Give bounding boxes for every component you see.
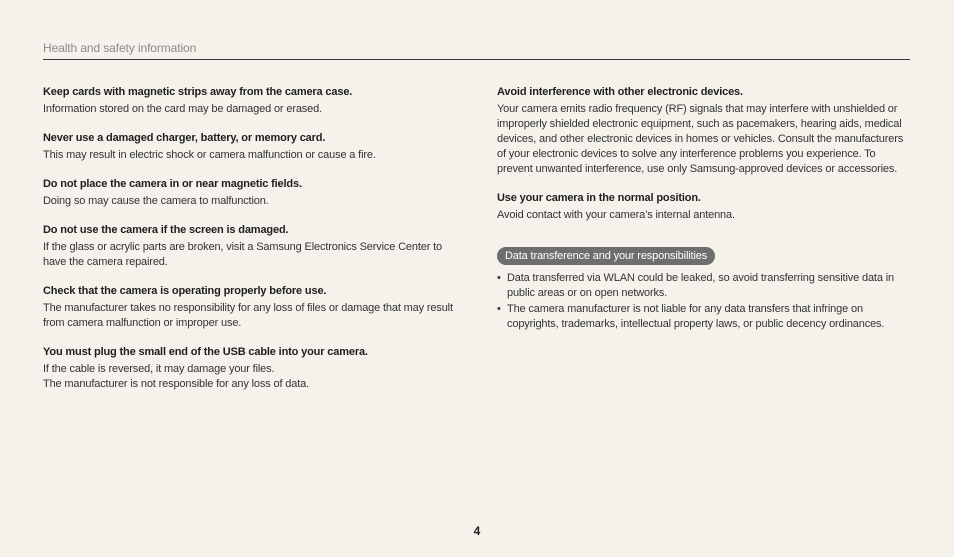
section-body [43,194,455,209]
right-column [497,85,909,333]
bullet-icon: • [497,272,501,284]
section-title: Check that the camera is operating properly before use. [43,285,327,297]
section-body [43,102,455,117]
section-text: The manufacturer takes no responsibility for any loss of files or damage that may result from camera malfunction or improper use. [43,302,453,329]
section-damaged-screen [43,223,455,270]
page-number: 4 [473,524,481,538]
section-body [43,240,455,270]
section-interference [497,85,909,177]
running-header: Health and safety information [43,41,197,55]
section-text: Avoid contact with your camera’s internal antenna. [497,209,735,221]
data-transfer-list [497,271,909,332]
list-item [497,271,909,301]
section-title: Keep cards with magnetic strips away from the camera case. [43,86,353,98]
section-text: This may result in electric shock or camera malfunction or cause a fire. [43,149,376,161]
section-check-operation [43,284,455,331]
data-transfer-heading-badge: Data transference and your responsibilities [497,247,715,265]
bullet-icon: • [497,303,501,315]
list-item-text: Data transferred via WLAN could be leaked, so avoid transferring sensitive data in public areas or on open networks. [507,272,894,299]
section-body [497,208,909,223]
list-item-text: The camera manufacturer is not liable for any data transfers that infringe on copyrights, trademarks, intellectual property laws, or public decency ordinances. [507,303,885,330]
section-title: Avoid interference with other electronic devices. [497,86,743,98]
section-text: If the glass or acrylic parts are broken, visit a Samsung Electronics Service Center to have the camera repaired. [43,241,443,268]
section-title: Never use a damaged charger, battery, or memory card. [43,132,326,144]
section-body [43,301,455,331]
section-body [43,362,455,392]
section-title: Use your camera in the normal position. [497,192,701,204]
section-title: Do not use the camera if the screen is damaged. [43,224,289,236]
header-rule [43,59,910,60]
section-usb-cable [43,345,455,392]
section-magnetic-strips [43,85,455,117]
section-magnetic-fields [43,177,455,209]
left-column [43,85,455,406]
section-text: Your camera emits radio frequency (RF) signals that may interfere with unshielded or improperly shielded electronic equipment, such as pacemakers, hearing aids, medical devices, and other electronic devices in homes or vehicles. Consult the manufacturers of your electronic devices to solve any interference problems you experience. To prevent unwanted interference, use only Samsung-approved devices or accessories. [497,103,904,175]
section-title: You must plug the small end of the USB cable into your camera. [43,346,368,358]
section-text: Information stored on the card may be damaged or erased. [43,103,322,115]
section-text: Doing so may cause the camera to malfunction. [43,195,269,207]
section-body [497,102,909,177]
section-normal-position [497,191,909,223]
section-text: The manufacturer is not responsible for any loss of data. [43,378,309,390]
section-title: Do not place the camera in or near magnetic fields. [43,178,302,190]
section-damaged-charger [43,131,455,163]
list-item [497,302,909,332]
section-body [43,148,455,163]
section-text: If the cable is reversed, it may damage your files. [43,363,275,375]
